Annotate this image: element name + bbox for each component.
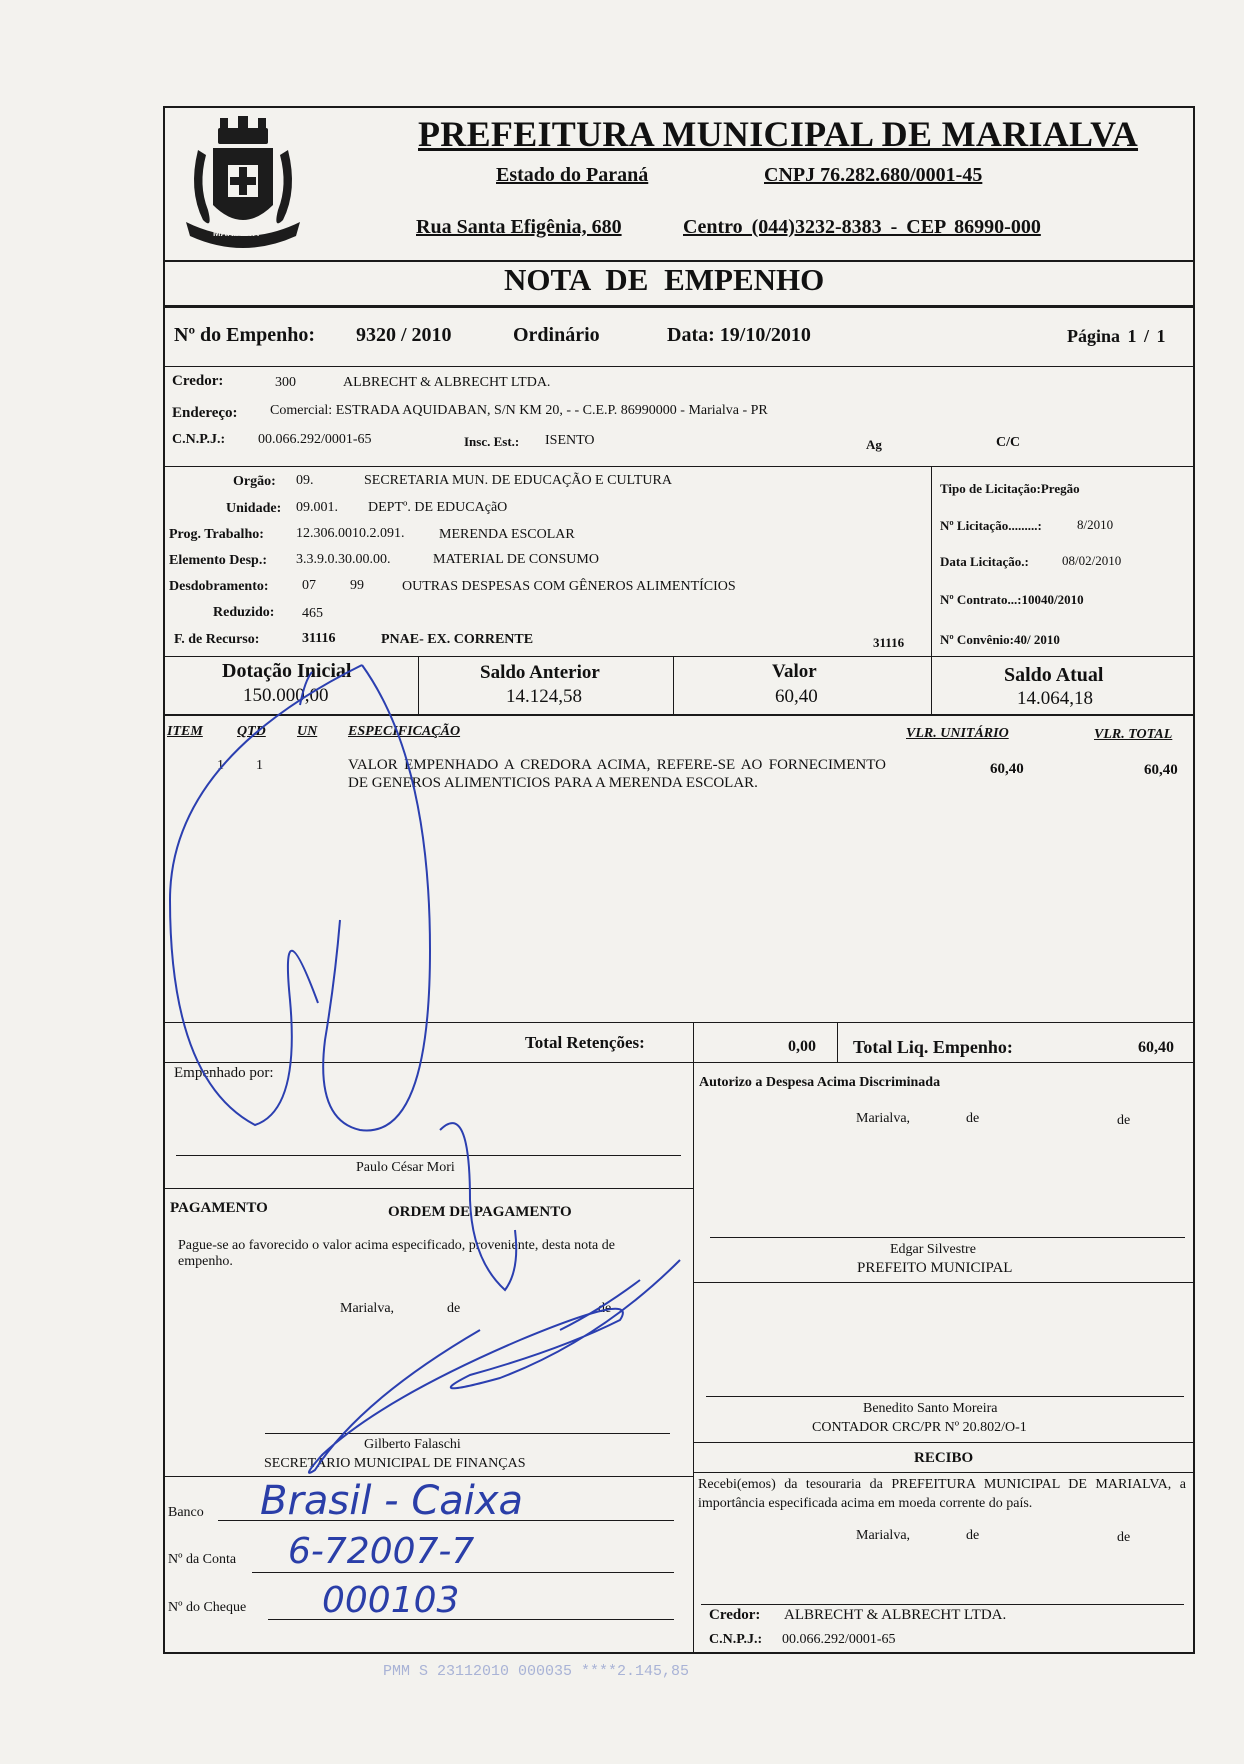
unidade-code: 09.001. <box>296 500 338 515</box>
orgao-label: Orgão: <box>233 474 276 489</box>
data-licitacao-label: Data Licitação.: <box>940 554 1029 569</box>
liquido-label: Total Liq. Empenho: <box>853 1037 1013 1057</box>
credor-name: ALBRECHT & ALBRECHT LTDA. <box>343 375 551 390</box>
retencoes-value: 0,00 <box>788 1038 816 1055</box>
desdobramento-sub: 99 <box>350 578 364 593</box>
row-unit-value: 60,40 <box>990 761 1024 777</box>
divider <box>931 466 932 656</box>
contrato: Nº Contrato...:10040/2010 <box>940 592 1084 607</box>
empenho-type: Ordinário <box>513 324 600 346</box>
endereco-value: Comercial: ESTRADA AQUIDABAN, S/N KM 20, - - C.E.P. 86990000 - Marialva - PR <box>270 403 768 418</box>
total-header: VLR. TOTAL <box>1094 727 1173 742</box>
data-licitacao-value: 08/02/2010 <box>1062 553 1122 568</box>
desdobramento-code: 07 <box>302 578 316 593</box>
bank-stamp: PMM S 23112010 000035 ****2.145,85 <box>383 1663 690 1680</box>
divider <box>693 1472 1195 1473</box>
valor-value: 60,40 <box>775 686 818 707</box>
retencoes-label: Total Retenções: <box>525 1033 645 1052</box>
conta-line <box>252 1572 674 1573</box>
recibo-credor: ALBRECHT & ALBRECHT LTDA. <box>784 1607 1007 1623</box>
cheque-handwritten: 000103 <box>322 1580 460 1621</box>
conta-label: Nº da Conta <box>168 1552 237 1567</box>
atual-value: 14.064,18 <box>1017 688 1093 709</box>
cheque-label: Nº do Cheque <box>168 1600 247 1615</box>
prefeito-role: PREFEITO MUNICIPAL <box>857 1260 1013 1276</box>
banco-handwritten: Brasil - Caixa <box>260 1478 524 1524</box>
divider <box>163 656 1195 657</box>
prefeito-name: Edgar Silvestre <box>890 1242 976 1257</box>
elemento-label: Elemento Desp.: <box>169 553 267 568</box>
divider <box>163 466 1195 467</box>
desdobramento-desc: OUTRAS DESPESAS COM GÊNEROS ALIMENTÍCIOS <box>402 579 736 594</box>
divider <box>163 1022 1195 1023</box>
licitacao-label: Nº Licitação.........: <box>940 518 1042 533</box>
recibo-credor-label: Credor: <box>709 1607 761 1623</box>
municipal-crest <box>168 110 318 260</box>
street-address: Rua Santa Efigênia, 680 <box>416 216 622 238</box>
cnpj-value: 00.066.292/0001-65 <box>258 432 372 447</box>
elemento-code: 3.3.9.0.30.00.00. <box>296 552 391 567</box>
cnpj-label: C.N.P.J.: <box>172 432 226 447</box>
autorizo-place: Marialva, <box>856 1111 911 1126</box>
item-header: ITEM <box>167 724 203 739</box>
signature-line <box>701 1604 1184 1605</box>
recurso-right: 31116 <box>873 635 905 650</box>
autorizo-de2: de <box>1117 1113 1131 1128</box>
ordem-pagamento: ORDEM DE PAGAMENTO <box>388 1204 572 1220</box>
divider <box>163 1062 1195 1063</box>
dotacao-label: Dotação Inicial <box>222 660 352 682</box>
recibo-de2: de <box>1117 1530 1131 1545</box>
banco-label: Banco <box>168 1505 204 1520</box>
divider <box>163 1188 693 1189</box>
page-title: PREFEITURA MUNICIPAL DE MARIALVA <box>418 114 1139 154</box>
cc-label: C/C <box>996 435 1021 450</box>
row-item: 1 <box>217 758 224 773</box>
insc-label: Insc. Est.: <box>464 434 520 449</box>
signature-line <box>265 1433 670 1434</box>
anterior-label: Saldo Anterior <box>480 662 600 683</box>
pagamento-title: PAGAMENTO <box>170 1200 268 1216</box>
qtd-header: QTD <box>237 724 266 739</box>
divider <box>163 305 1195 308</box>
reduzido-value: 465 <box>302 606 323 621</box>
empenho-date: Data: 19/10/2010 <box>667 324 811 346</box>
prog-desc: MERENDA ESCOLAR <box>439 527 575 542</box>
recibo-cnpj-label: C.N.P.J.: <box>709 1632 763 1647</box>
empenhado-label: Empenhado por: <box>174 1065 274 1081</box>
insc-value: ISENTO <box>545 433 595 448</box>
cnpj-header: CNPJ 76.282.680/0001-45 <box>764 164 983 186</box>
recibo-place: Marialva, <box>856 1528 911 1543</box>
contador-role: CONTADOR CRC/PR Nº 20.802/O-1 <box>812 1420 1027 1435</box>
recibo-de1: de <box>966 1528 980 1543</box>
pagamento-place: Marialva, <box>340 1301 395 1316</box>
secretario-name: Gilberto Falaschi <box>364 1437 461 1452</box>
row-total-value: 60,40 <box>1144 762 1178 778</box>
ag-label: Ag <box>866 437 882 452</box>
secretario-role: SECRETÁRIO MUNICIPAL DE FINANÇAS <box>264 1456 526 1471</box>
divider <box>418 656 419 714</box>
state-name: Estado do Paraná <box>496 164 649 186</box>
row-qtd: 1 <box>256 758 263 773</box>
especificacao-header: ESPECIFICAÇÃO <box>348 724 461 739</box>
signature-line <box>176 1155 681 1156</box>
endereco-label: Endereço: <box>172 405 238 421</box>
empenho-label: Nº do Empenho: <box>174 324 316 346</box>
unitario-header: VLR. UNITÁRIO <box>906 726 1009 741</box>
divider <box>693 1062 694 1654</box>
autorizo-de1: de <box>966 1111 980 1126</box>
atual-label: Saldo Atual <box>1004 664 1104 686</box>
empenho-number: 9320 / 2010 <box>356 324 452 346</box>
unidade-label: Unidade: <box>226 501 282 516</box>
divider <box>837 1022 838 1062</box>
dotacao-value: 150.000,00 <box>243 685 329 706</box>
unidade-desc: DEPTº. DE EDUCAçãO <box>368 500 508 515</box>
address-contact: Centro (044)3232-8383 - CEP 86990-000 <box>683 216 1041 238</box>
valor-label: Valor <box>772 661 817 682</box>
divider <box>163 366 1195 367</box>
recurso-code: 31116 <box>302 631 336 646</box>
divider <box>693 1442 1195 1443</box>
pagamento-de1: de <box>447 1301 461 1316</box>
prog-label: Prog. Trabalho: <box>169 527 264 542</box>
row-specification: VALOR EMPENHADO A CREDORA ACIMA, REFERE-SE AO FORNECIMENTO DE GENEROS ALIMENTICIOS PARA A MERENDA ESCOLAR. <box>348 757 886 791</box>
desdobramento-label: Desdobramento: <box>169 579 269 594</box>
contador-name: Benedito Santo Moreira <box>863 1401 998 1416</box>
document-title: NOTA DE EMPENHO <box>504 262 825 297</box>
recibo-cnpj: 00.066.292/0001-65 <box>782 1632 896 1647</box>
page-number: Página 1 / 1 <box>1067 326 1166 346</box>
conta-handwritten: 6-72007-7 <box>288 1531 475 1572</box>
divider <box>693 1282 1195 1283</box>
orgao-code: 09. <box>296 473 314 488</box>
convenio: Nº Convênio:40/ 2010 <box>940 632 1060 647</box>
elemento-desc: MATERIAL DE CONSUMO <box>433 552 599 567</box>
credor-code: 300 <box>275 375 296 390</box>
divider <box>163 1476 693 1477</box>
divider <box>163 714 1195 716</box>
un-header: UN <box>297 724 318 739</box>
prog-code: 12.306.0010.2.091. <box>296 526 405 541</box>
recurso-label: F. de Recurso: <box>174 632 260 647</box>
recibo-text: Recebi(emos) da tesouraria da PREFEITURA MUNICIPAL DE MARIALVA, a importância especificada acima em moeda corrente do país. <box>698 1477 1186 1511</box>
autorizo-title: Autorizo a Despesa Acima Discriminada <box>699 1075 941 1090</box>
signature-line <box>706 1396 1184 1397</box>
divider <box>693 1022 694 1062</box>
empenhado-name: Paulo César Mori <box>356 1160 455 1175</box>
recurso-desc: PNAE- EX. CORRENTE <box>381 632 534 647</box>
orgao-desc: SECRETARIA MUN. DE EDUCAÇÃO E CULTURA <box>364 473 672 488</box>
divider <box>931 656 932 714</box>
pagamento-de2: de <box>598 1301 612 1316</box>
recibo-title: RECIBO <box>914 1450 974 1466</box>
credor-label: Credor: <box>172 373 224 389</box>
anterior-value: 14.124,58 <box>506 686 582 707</box>
tipo-licitacao: Tipo de Licitação:Pregão <box>940 481 1080 496</box>
pagamento-text: Pague-se ao favorecido o valor acima especificado, proveniente, desta nota de empenho. <box>178 1238 615 1269</box>
reduzido-label: Reduzido: <box>213 605 275 620</box>
liquido-value: 60,40 <box>1138 1039 1174 1056</box>
crest-banner-text: MARIALVA <box>213 228 260 238</box>
signature-line <box>710 1237 1185 1238</box>
licitacao-number: 8/2010 <box>1077 517 1114 532</box>
divider <box>673 656 674 714</box>
